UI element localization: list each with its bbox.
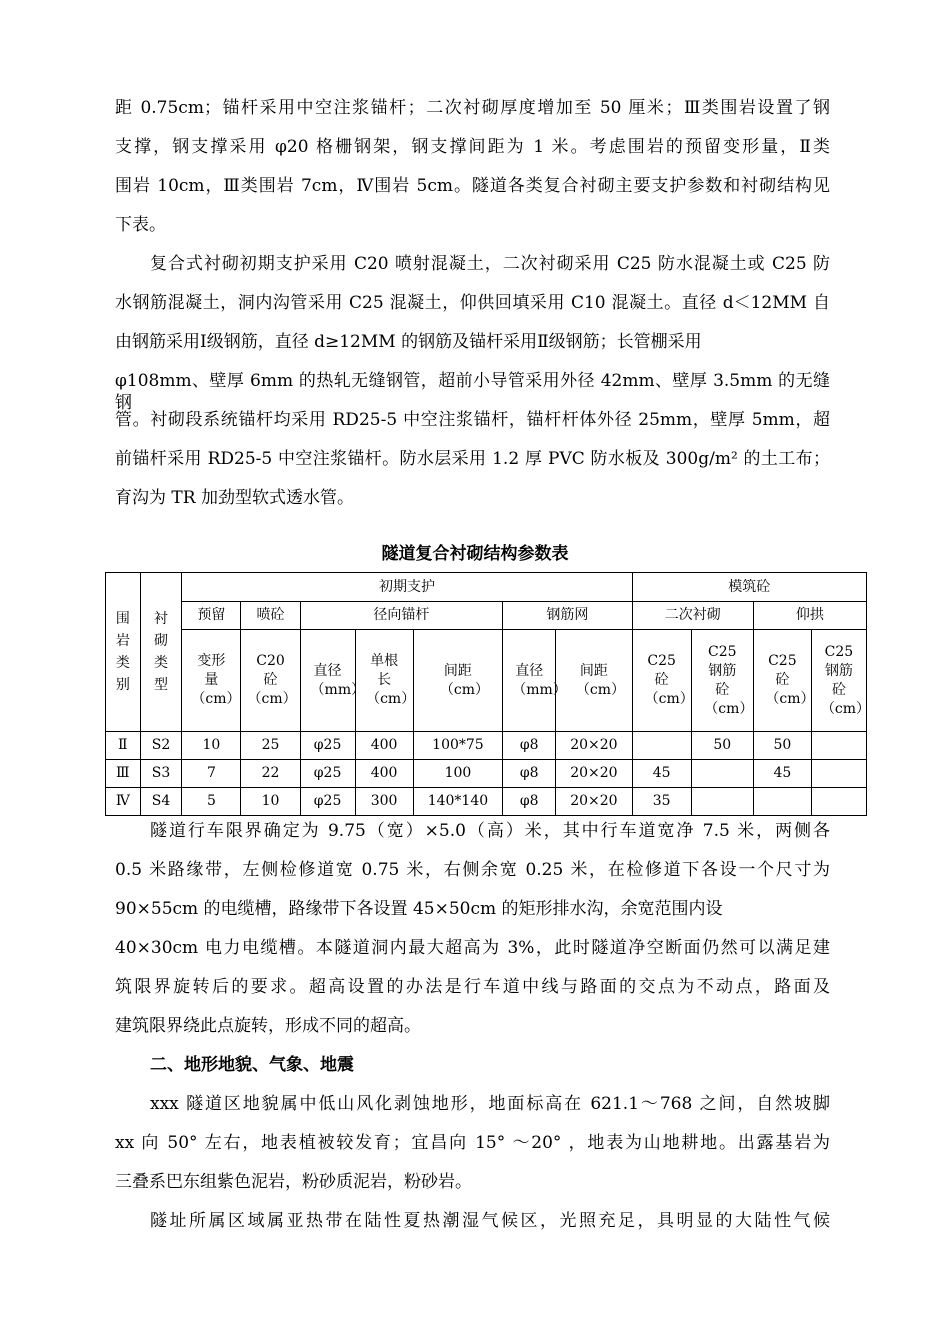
cell-bolt-length: 300 [355,788,413,816]
header-secondary-lining: 二次衬砌 [632,602,753,630]
paragraph2-line: 水钢筋混凝土，洞内沟管采用 C25 混凝土，仰供回填采用 C10 混凝土。直径 d＜12MM 自 [115,293,830,313]
lining-parameter-table [105,572,871,816]
header-lining-type: 衬砌类型 [140,573,182,732]
paragraph3-line: 建筑限界绕此点旋转，形成不同的超高。 [115,1016,421,1036]
table-row [106,760,867,788]
paragraph3-line: 90×55cm 的电缆槽，路缘带下各设置 45×50cm 的矩形排水沟，余宽范围内设 [115,899,723,919]
section2-line: xx 向 50° 左右，地表植被较发育；宜昌向 15° ～20° ，地表为山地耕地。出露基岩为 [115,1133,830,1153]
cell-type: S2 [140,732,182,760]
header-mesh: 钢筋网 [503,602,632,630]
header-secondary-c25: C25 砼（cm） [632,630,691,732]
cell-mesh-diameter: φ8 [503,760,556,788]
cell-bolt-length: 400 [355,732,413,760]
header-invert-c25-rc: C25 钢筋砼（cm） [811,630,866,732]
section2-line: 三叠系巴东组紫色泥岩，粉砂质泥岩，粉砂岩。 [115,1172,472,1192]
header-radial-bolt: 径向锚杆 [300,602,503,630]
cell-bolt-diameter: φ25 [300,732,355,760]
header-deformation: 变形量（cm） [182,630,241,732]
cell-bolt-diameter: φ25 [300,788,355,816]
paragraph3-line: 筑限界旋转后的要求。超高设置的办法是行车道中线与路面的交点为不动点，路面及 [115,977,830,997]
paragraph1-line: 距 0.75cm；锚杆采用中空注浆锚杆；二次衬砌厚度增加至 50 厘米；Ⅲ类围岩设置了钢 [115,98,830,118]
cell-secondary-c25: 35 [632,788,691,816]
paragraph3-line: 40×30cm 电力电缆槽。本隧道洞内最大超高为 3%，此时隧道净空断面仍然可以满足建 [115,938,830,958]
cell-bolt-diameter: φ25 [300,760,355,788]
header-c20: C20 砼（cm） [241,630,300,732]
cell-mesh-diameter: φ8 [503,788,556,816]
header-invert-c25: C25 砼（cm） [753,630,811,732]
paragraph2-line: 育沟为 TR 加劲型软式透水管。 [115,488,354,508]
header-secondary-c25-rc: C25 钢筋砼（cm） [691,630,753,732]
cell-deformation: 7 [182,760,241,788]
table-row [106,788,867,816]
header-mesh-spacing: 间距（cm） [556,630,632,732]
cell-secondary-c25-rc [691,760,753,788]
paragraph1-line: 支撑，钢支撑采用 φ20 格栅钢架，钢支撑间距为 1 米。考虑围岩的预留变形量，Ⅱ类 [115,137,830,157]
section2-line: xxx 隧道区地貌属中低山风化剥蚀地形，地面标高在 621.1～768 之间，自然坡脚 [150,1094,830,1114]
cell-shotcrete: 10 [241,788,300,816]
paragraph3-line: 0.5 米路缘带，左侧检修道宽 0.75 米，右侧余宽 0.25 米，在检修道下各设一个尺寸为 [115,860,830,880]
header-shotcrete: 喷砼 [241,602,300,630]
header-initial-support: 初期支护 [182,573,632,602]
cell-bolt-spacing: 100*75 [413,732,503,760]
header-bolt-length: 单根长（cm） [355,630,413,732]
cell-secondary-c25-rc [691,788,753,816]
cell-secondary-c25 [632,732,691,760]
cell-deformation: 10 [182,732,241,760]
cell-bolt-spacing: 100 [413,760,503,788]
cell-shotcrete: 25 [241,732,300,760]
header-invert: 仰拱 [753,602,866,630]
cell-invert-c25 [753,788,811,816]
cell-mesh-spacing: 20×20 [556,732,632,760]
cell-secondary-c25: 45 [632,760,691,788]
cell-rock: Ⅱ [106,732,141,760]
cell-bolt-spacing: 140*140 [413,788,503,816]
cell-invert-c25-rc [811,788,866,816]
header-rock-class: 围岩类别 [106,573,141,732]
paragraph2-line: 由钢筋采用Ⅰ级钢筋，直径 d≥12MM 的钢筋及锚杆采用Ⅱ级钢筋；长管棚采用 [115,332,702,352]
cell-invert-c25-rc [811,760,866,788]
paragraph2-line: 复合式衬砌初期支护采用 C20 喷射混凝土，二次衬砌采用 C25 防水混凝土或 C25 防 [150,254,830,274]
cell-bolt-length: 400 [355,760,413,788]
cell-type: S3 [140,760,182,788]
cell-invert-c25-rc [811,732,866,760]
cell-secondary-c25-rc: 50 [691,732,753,760]
header-formwork-concrete: 模筑砼 [632,573,866,602]
cell-type: S4 [140,788,182,816]
paragraph2-line: 管。衬砌段系统锚杆均采用 RD25-5 中空注浆锚杆，锚杆杆体外径 25mm，壁厚 5mm，超 [115,410,830,430]
cell-rock: Ⅲ [106,760,141,788]
table-row [106,732,867,760]
header-bolt-spacing: 间距（cm） [413,630,503,732]
paragraph2-line: φ108mm、壁厚 6mm 的热轧无缝钢管，超前小导管采用外径 42mm、壁厚 3.5mm 的无缝钢 [115,371,830,413]
header-bolt-diameter: 直径（mm） [300,630,355,732]
cell-shotcrete: 22 [241,760,300,788]
header-mesh-diameter: 直径（mm） [503,630,556,732]
cell-mesh-diameter: φ8 [503,732,556,760]
cell-rock: Ⅳ [106,788,141,816]
paragraph2-line: 前锚杆采用 RD25-5 中空注浆锚杆。防水层采用 1.2 厚 PVC 防水板及 300g/m² 的土工布； [115,449,830,469]
table-title: 隧道复合衬砌结构参数表 [381,544,569,564]
cell-mesh-spacing: 20×20 [556,788,632,816]
paragraph1-line: 围岩 10cm，Ⅲ类围岩 7cm，Ⅳ围岩 5cm。隧道各类复合衬砌主要支护参数和衬砌结构见 [115,176,830,196]
paragraph1-line: 下表。 [115,215,166,235]
cell-invert-c25: 45 [753,760,811,788]
cell-mesh-spacing: 20×20 [556,760,632,788]
section2-last-line: 隧址所属区域属亚热带在陆性夏热潮湿气候区，光照充足，具明显的大陆性气候 [150,1211,830,1231]
cell-deformation: 5 [182,788,241,816]
section-heading: 二、地形地貌、气象、地震 [150,1055,354,1075]
cell-invert-c25: 50 [753,732,811,760]
paragraph3-line: 隧道行车限界确定为 9.75（宽）×5.0（高）米，其中行车道宽净 7.5 米，两侧各 [150,821,830,841]
header-reserve: 预留 [182,602,241,630]
